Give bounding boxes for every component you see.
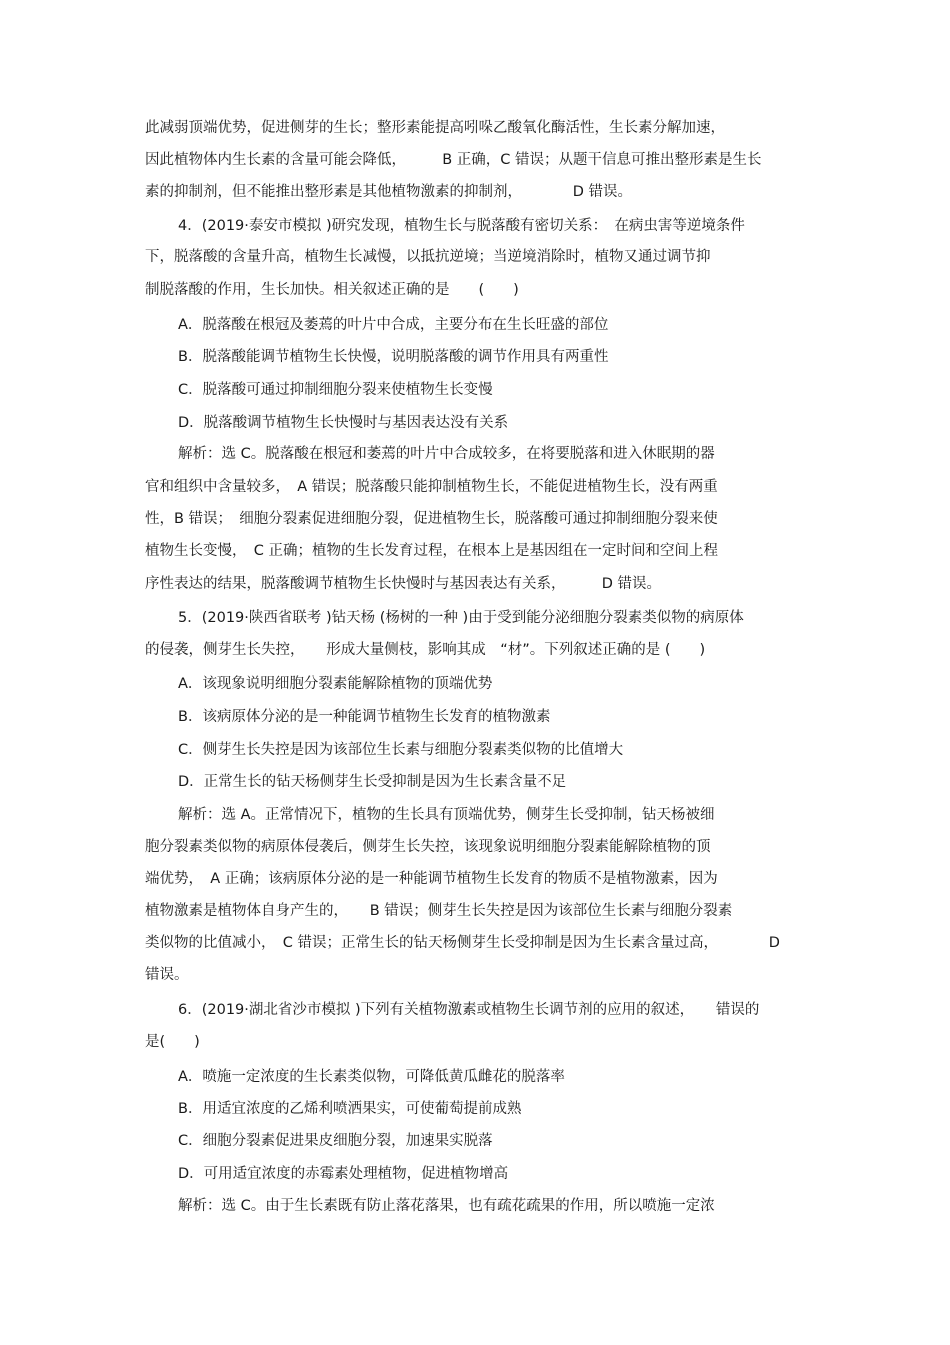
text-line: A．该现象说明细胞分裂素能解除植物的顶端优势 bbox=[178, 676, 493, 692]
text-line: D．正常生长的钻天杨侧芽生长受抑制是因为生长素含量不足 bbox=[178, 774, 567, 790]
text-line: 序性表达的结果，脱落酸调节植物生长快慢时与基因表达有关系， D 错误。 bbox=[145, 576, 662, 592]
text-line: 植物激素是植物体自身产生的， B 错误；侧芽生长失控是因为该部位生长素与细胞分裂素 bbox=[145, 903, 733, 919]
text-line: B．该病原体分泌的是一种能调节植物生长发育的植物激素 bbox=[178, 709, 551, 725]
text-line: D．脱落酸调节植物生长快慢时与基因表达没有关系 bbox=[178, 415, 509, 431]
text-line: 性，B 错误； 细胞分裂素促进细胞分裂，促进植物生长，脱落酸可通过抑制细胞分裂来使 bbox=[145, 511, 718, 527]
text-line: 5．(2019·陕西省联考 )钻天杨 (杨树的一种 )由于受到能分泌细胞分裂素类似物的病原体 bbox=[178, 610, 744, 626]
text-line: 是( ) bbox=[145, 1034, 200, 1050]
text-line: 因此植物体内生长素的含量可能会降低， B 正确，C 错误；从题干信息可推出整形素是生长 bbox=[145, 152, 762, 168]
text-line: C．脱落酸可通过抑制细胞分裂来使植物生长变慢 bbox=[178, 382, 493, 398]
text-line: 胞分裂素类似物的病原体侵袭后，侧芽生长失控，该现象说明细胞分裂素能解除植物的顶 bbox=[145, 839, 711, 855]
text-line: 此减弱顶端优势，促进侧芽的生长；整形素能提高吲哚乙酸氧化酶活性，生长素分解加速， bbox=[145, 120, 725, 136]
text-line: B．用适宜浓度的乙烯利喷洒果实，可使葡萄提前成熟 bbox=[178, 1101, 522, 1117]
text-line: 解析：选 C。由于生长素既有防止落花落果，也有疏花疏果的作用，所以喷施一定浓 bbox=[178, 1198, 715, 1214]
text-line: A．喷施一定浓度的生长素类似物，可降低黄瓜雌花的脱落率 bbox=[178, 1069, 565, 1085]
text-line: 的侵袭，侧芽生长失控， 形成大量侧枝，影响其成 “材”。下列叙述正确的是 ( ) bbox=[145, 642, 706, 658]
text-line: C．细胞分裂素促进果皮细胞分裂，加速果实脱落 bbox=[178, 1133, 493, 1149]
text-line: 官和组织中含量较多， A 错误；脱落酸只能抑制植物生长，不能促进植物生长，没有两重 bbox=[145, 479, 718, 495]
text-line: 4．(2019·泰安市模拟 )研究发现，植物生长与脱落酸有密切关系： 在病虫害等逆境条件 bbox=[178, 218, 745, 234]
text-line: 下，脱落酸的含量升高，植物生长减慢，以抵抗逆境；当逆境消除时，植物又通过调节抑 bbox=[145, 249, 711, 265]
text-line: 制脱落酸的作用，生长加快。相关叙述正确的是 ( ) bbox=[145, 282, 519, 298]
text-line: 解析：选 A。正常情况下，植物的生长具有顶端优势，侧芽生长受抑制，钻天杨被细 bbox=[178, 807, 715, 823]
text-line: 类似物的比值减小， C 错误；正常生长的钻天杨侧芽生长受抑制是因为生长素含量过高， D bbox=[145, 935, 780, 951]
text-line: A．脱落酸在根冠及萎蔫的叶片中合成，主要分布在生长旺盛的部位 bbox=[178, 317, 609, 333]
text-line: C．侧芽生长失控是因为该部位生长素与细胞分裂素类似物的比值增大 bbox=[178, 742, 624, 758]
text-line: 6．(2019·湖北省沙市模拟 )下列有关植物激素或植物生长调节剂的应用的叙述， 错误的 bbox=[178, 1002, 760, 1018]
text-line: 素的抑制剂，但不能推出整形素是其他植物激素的抑制剂， D 错误。 bbox=[145, 184, 633, 200]
text-line: 端优势， A 正确；该病原体分泌的是一种能调节植物生长发育的物质不是植物激素，因为 bbox=[145, 871, 718, 887]
text-line: 错误。 bbox=[145, 967, 189, 983]
text-line: 植物生长变慢， C 正确；植物的生长发育过程，在根本上是基因组在一定时间和空间上程 bbox=[145, 543, 718, 559]
text-line: B．脱落酸能调节植物生长快慢，说明脱落酸的调节作用具有两重性 bbox=[178, 349, 609, 365]
text-line: 解析：选 C。脱落酸在根冠和萎蔫的叶片中合成较多，在将要脱落和进入休眠期的器 bbox=[178, 446, 715, 462]
text-line: D．可用适宜浓度的赤霉素处理植物，促进植物增高 bbox=[178, 1166, 509, 1182]
